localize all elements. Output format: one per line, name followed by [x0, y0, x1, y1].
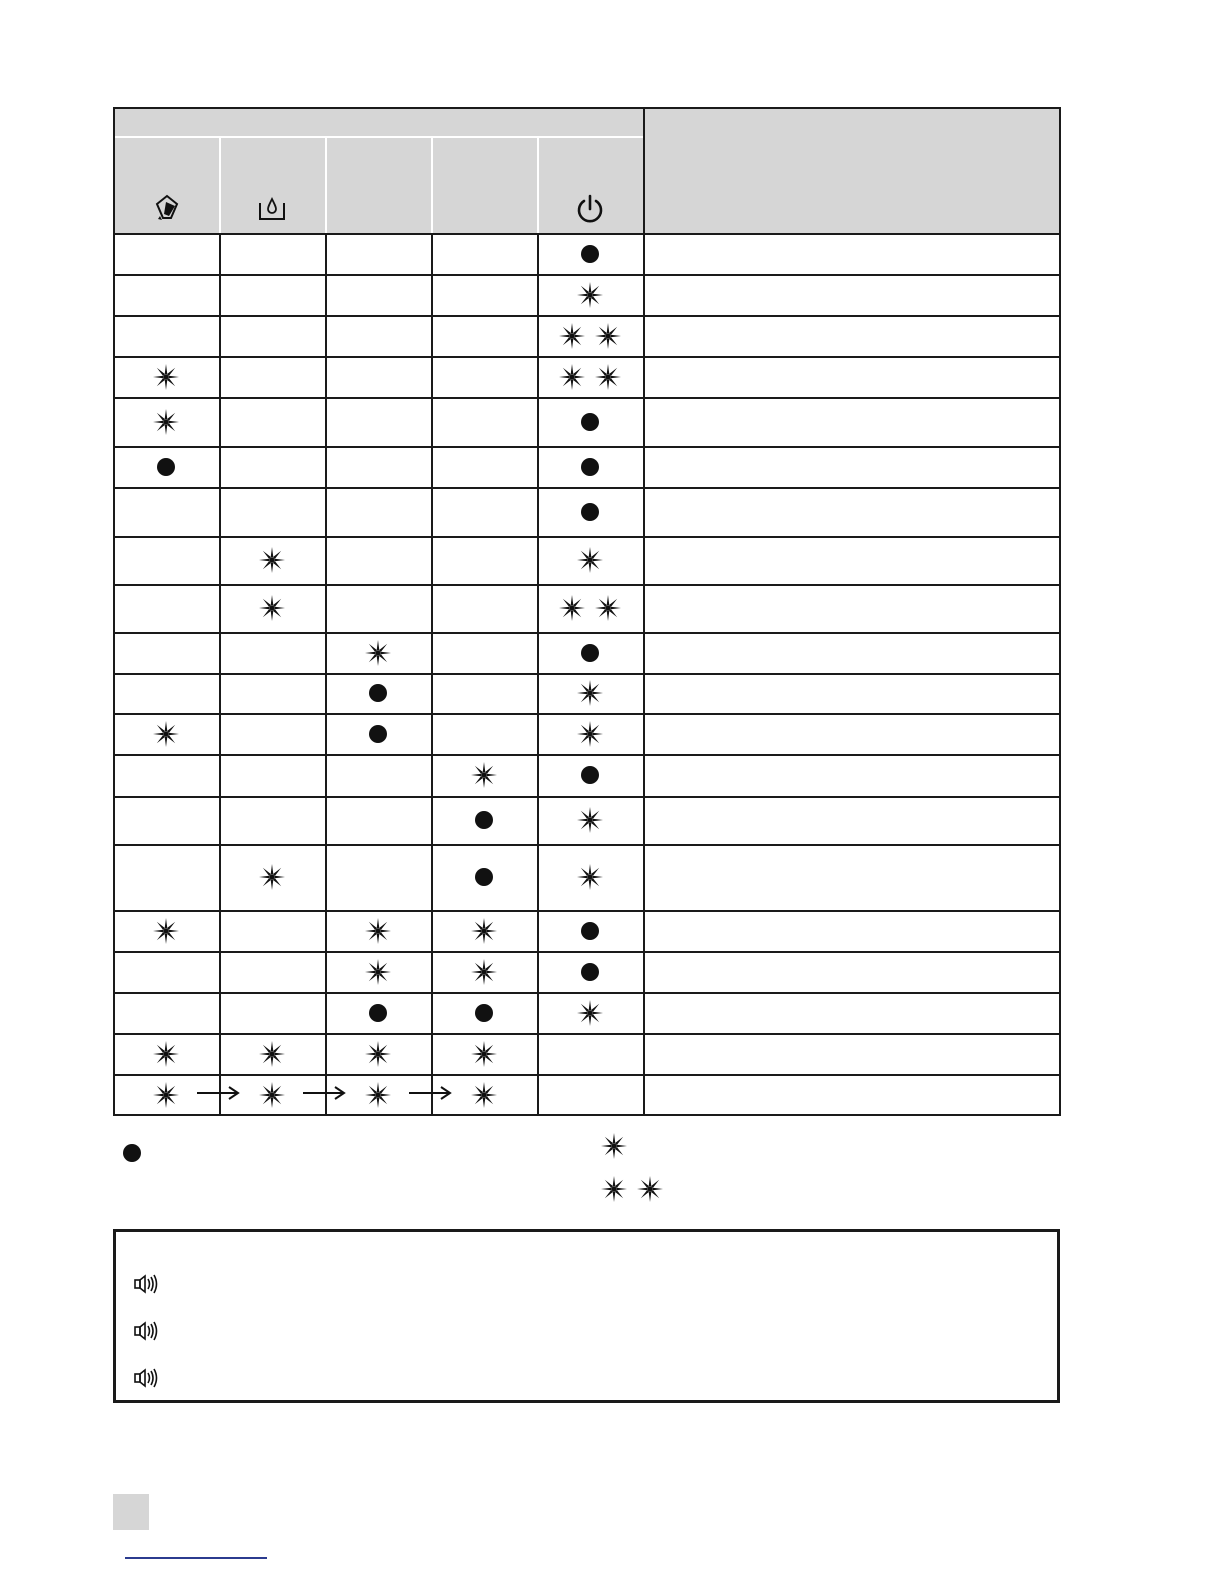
star-symbol — [257, 545, 287, 575]
status-cell — [113, 356, 219, 397]
status-cell — [219, 536, 325, 584]
star-symbol — [575, 719, 605, 749]
column-rule — [1059, 107, 1061, 1116]
header-icon-cell — [219, 189, 325, 229]
star-symbol — [363, 957, 393, 987]
dot-symbol — [123, 1144, 141, 1162]
column-rule — [113, 107, 115, 1116]
sequence-arrow-icon — [407, 1084, 453, 1102]
dot-symbol — [369, 684, 387, 702]
dot-symbol — [581, 458, 599, 476]
water-drop-icon — [255, 192, 289, 226]
star-symbol — [363, 638, 393, 668]
status-cell — [113, 910, 219, 951]
status-cell — [537, 992, 643, 1033]
speaker-icon — [132, 1364, 160, 1392]
star-symbol — [575, 280, 605, 310]
note-line — [132, 1317, 160, 1345]
status-cell — [431, 951, 537, 992]
speaker-icon — [132, 1317, 160, 1345]
dot-symbol — [581, 766, 599, 784]
star-symbol — [593, 593, 623, 623]
star-symbol — [575, 805, 605, 835]
row-rule — [113, 136, 643, 138]
dot-symbol — [475, 868, 493, 886]
dot-symbol — [475, 811, 493, 829]
row-rule — [113, 107, 1061, 109]
status-cell — [537, 910, 643, 951]
dot-symbol — [581, 922, 599, 940]
star-symbol — [599, 1131, 629, 1161]
status-cell — [537, 754, 643, 796]
dot-symbol — [581, 503, 599, 521]
status-cell — [431, 910, 537, 951]
dot-symbol — [581, 245, 599, 263]
star-symbol — [469, 1039, 499, 1069]
column-rule — [643, 107, 645, 1116]
star-symbol — [557, 362, 587, 392]
dot-symbol — [475, 1004, 493, 1022]
status-cell — [431, 992, 537, 1033]
star-symbol — [257, 1080, 287, 1110]
star-symbol — [469, 957, 499, 987]
status-cell — [537, 233, 643, 274]
status-cell — [325, 910, 431, 951]
status-cell — [537, 315, 643, 356]
status-cell — [537, 951, 643, 992]
status-cell — [431, 1033, 537, 1074]
dot-symbol — [581, 963, 599, 981]
status-cell — [325, 713, 431, 754]
note-line — [132, 1364, 160, 1392]
status-cell — [431, 796, 537, 844]
star-symbol — [575, 678, 605, 708]
star-symbol — [151, 719, 181, 749]
dot-symbol — [581, 413, 599, 431]
speaker-icon — [132, 1270, 160, 1298]
dot-symbol — [581, 644, 599, 662]
status-cell — [537, 274, 643, 315]
column-rule — [219, 233, 221, 1116]
footer-link-underline — [125, 1557, 267, 1559]
status-cell — [113, 446, 219, 487]
status-cell — [113, 397, 219, 446]
star-symbol — [257, 862, 287, 892]
dot-symbol — [369, 1004, 387, 1022]
star-symbol — [599, 1174, 629, 1204]
star-symbol — [575, 862, 605, 892]
star-symbol — [151, 1080, 181, 1110]
status-cell — [537, 673, 643, 713]
status-cell — [537, 536, 643, 584]
dot-symbol — [369, 725, 387, 743]
double-star-symbol — [557, 321, 623, 351]
sequence-arrow-icon — [195, 1084, 241, 1102]
status-cell — [325, 632, 431, 673]
header-band-description — [643, 107, 1061, 233]
status-cell — [219, 584, 325, 632]
status-cell — [537, 713, 643, 754]
note-line — [132, 1270, 160, 1298]
legend-fast-flashing — [599, 1174, 665, 1204]
status-cell — [537, 796, 643, 844]
star-symbol — [257, 593, 287, 623]
star-symbol — [151, 407, 181, 437]
star-symbol — [593, 321, 623, 351]
star-symbol — [151, 362, 181, 392]
double-star-symbol — [557, 593, 623, 623]
star-symbol — [363, 1080, 393, 1110]
double-star-symbol — [599, 1174, 665, 1204]
star-symbol — [151, 916, 181, 946]
legend-steady — [123, 1144, 141, 1162]
legend-flashing — [599, 1131, 629, 1161]
star-symbol — [575, 998, 605, 1028]
status-cell — [537, 446, 643, 487]
star-symbol — [635, 1174, 665, 1204]
note-box — [113, 1229, 1060, 1403]
double-star-symbol — [557, 362, 623, 392]
status-cell — [537, 356, 643, 397]
header-icon-cell — [113, 189, 219, 229]
status-cell — [537, 632, 643, 673]
pen-icon — [149, 192, 183, 226]
status-cell — [219, 1033, 325, 1074]
dot-symbol — [157, 458, 175, 476]
status-cell — [537, 487, 643, 536]
status-cell — [325, 992, 431, 1033]
star-symbol — [469, 916, 499, 946]
star-symbol — [593, 362, 623, 392]
status-cell — [325, 1033, 431, 1074]
power-icon — [573, 192, 607, 226]
header-icon-cell — [537, 189, 643, 229]
status-cell — [431, 754, 537, 796]
status-cell — [537, 584, 643, 632]
status-cell — [219, 844, 325, 910]
star-symbol — [469, 760, 499, 790]
status-cell — [537, 844, 643, 910]
star-symbol — [469, 1080, 499, 1110]
star-symbol — [363, 916, 393, 946]
status-cell — [113, 713, 219, 754]
star-symbol — [575, 545, 605, 575]
star-symbol — [151, 1039, 181, 1069]
status-cell — [431, 844, 537, 910]
status-cell — [537, 397, 643, 446]
status-cell — [113, 1033, 219, 1074]
page-number-tab — [113, 1494, 149, 1530]
status-cell — [325, 951, 431, 992]
star-symbol — [557, 593, 587, 623]
star-symbol — [257, 1039, 287, 1069]
status-cell — [325, 673, 431, 713]
star-symbol — [363, 1039, 393, 1069]
sequence-arrow-icon — [301, 1084, 347, 1102]
star-symbol — [557, 321, 587, 351]
status-table — [113, 107, 1061, 1116]
